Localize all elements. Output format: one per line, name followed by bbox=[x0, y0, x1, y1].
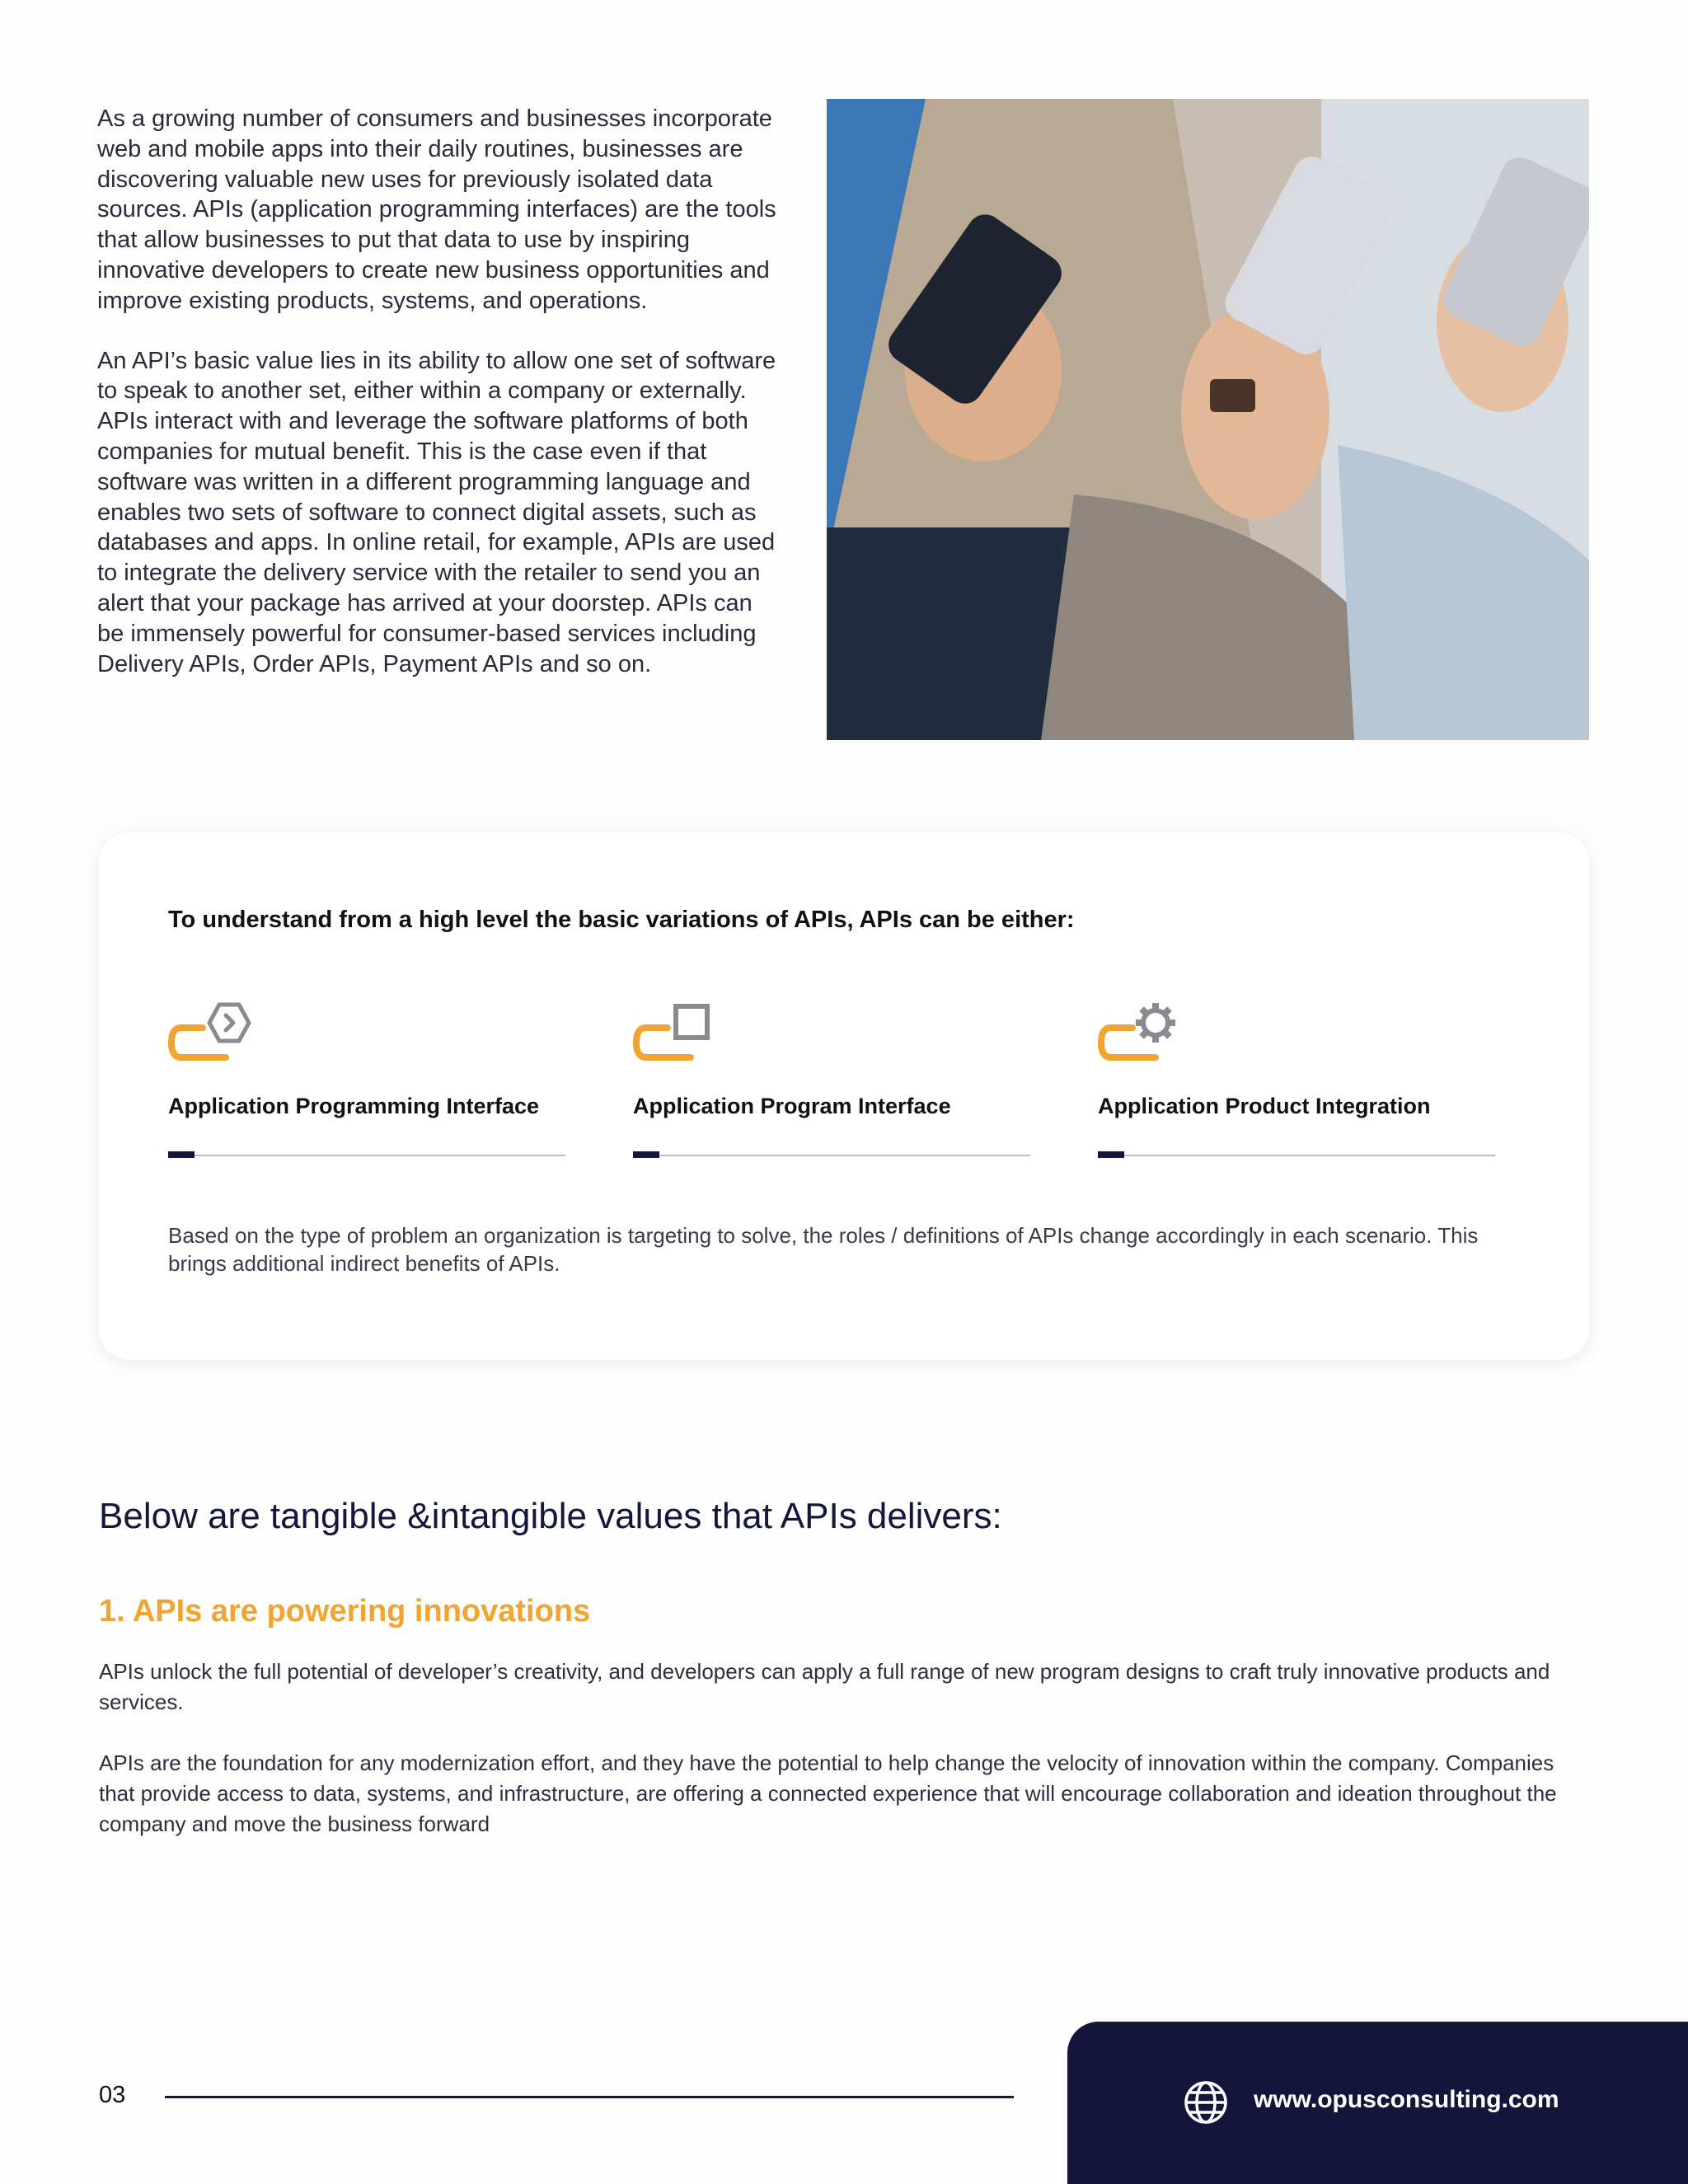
intro-paragraph-1: As a growing number of consumers and businesses incorporate web and mobile apps into their daily routines, businesses are discovering valuable new uses for previously isolated data sources. APIs (application programming interfaces) are the tools that allow businesses to put that data to use by inspiring innovative developers to create new business opportunities and improve existing products, systems, and operations. bbox=[97, 105, 776, 314]
globe-icon bbox=[1183, 2079, 1229, 2125]
footer-website-panel bbox=[1067, 2022, 1688, 2184]
intro-text bbox=[97, 104, 781, 679]
variant-marker bbox=[1098, 1151, 1124, 1158]
square-icon bbox=[633, 1001, 724, 1076]
api-variations-card bbox=[99, 832, 1589, 1360]
values-paragraph-2: APIs are the foundation for any modernization effort, and they have the potential to help change the velocity of innovation within the company. Companies that provide access to data, systems, and infrastructure, are offering a connected experience that will encourage collaboration and ideation throughout the company and move the business forward bbox=[99, 1750, 1557, 1836]
values-paragraph-1: APIs unlock the full potential of developer’s creativity, and developers can apply a full range of new program designs to craft truly innovative products and services. bbox=[99, 1659, 1550, 1714]
footer-divider bbox=[165, 2096, 1014, 2098]
intro-paragraph-2: An API’s basic value lies in its ability to allow one set of software to speak to another set, either within a company or externally. APIs interact with and leverage the software platforms of both companies for mutual benefit. This is the case even if that software was written in a different programming language and enables two sets of software to connect digital assets, such as databases and apps. In online retail, for example, APIs are used to integrate the delivery service with the retailer to send you an alert that your package has arrived at your doorstep. APIs can be immensely powerful for consumer-based services including Delivery APIs, Order APIs, Payment APIs and so on. bbox=[97, 347, 776, 677]
card-note: Based on the type of problem an organization is targeting to solve, the roles / definitions of APIs change accordingly in each scenario. This brings additional indirect benefits of APIs. bbox=[168, 1223, 1479, 1276]
website-link[interactable]: www.opusconsulting.com bbox=[1254, 2086, 1559, 2113]
variant-divider bbox=[168, 1155, 565, 1156]
variant-label: Application Program Interface bbox=[633, 1094, 951, 1118]
hero-photo-people-using-phones bbox=[827, 99, 1589, 740]
hero-illustration bbox=[827, 99, 1589, 740]
variant-label: Application Product Integration bbox=[1098, 1094, 1431, 1118]
page-number: 03 bbox=[99, 2082, 126, 2108]
variant-marker bbox=[633, 1151, 659, 1158]
variant-label: Application Programming Interface bbox=[168, 1094, 540, 1118]
hexagon-chevron-icon bbox=[168, 1001, 259, 1076]
values-subtitle: 1. APIs are powering innovations bbox=[99, 1594, 591, 1629]
variant-marker bbox=[168, 1151, 195, 1158]
card-heading: To understand from a high level the basic variations of APIs, APIs can be either: bbox=[168, 907, 1075, 933]
gear-icon bbox=[1098, 1001, 1189, 1076]
variant-divider bbox=[633, 1155, 1030, 1156]
variant-divider bbox=[1098, 1155, 1495, 1156]
values-section-title: Below are tangible &intangible values that APIs delivers: bbox=[99, 1496, 1002, 1536]
